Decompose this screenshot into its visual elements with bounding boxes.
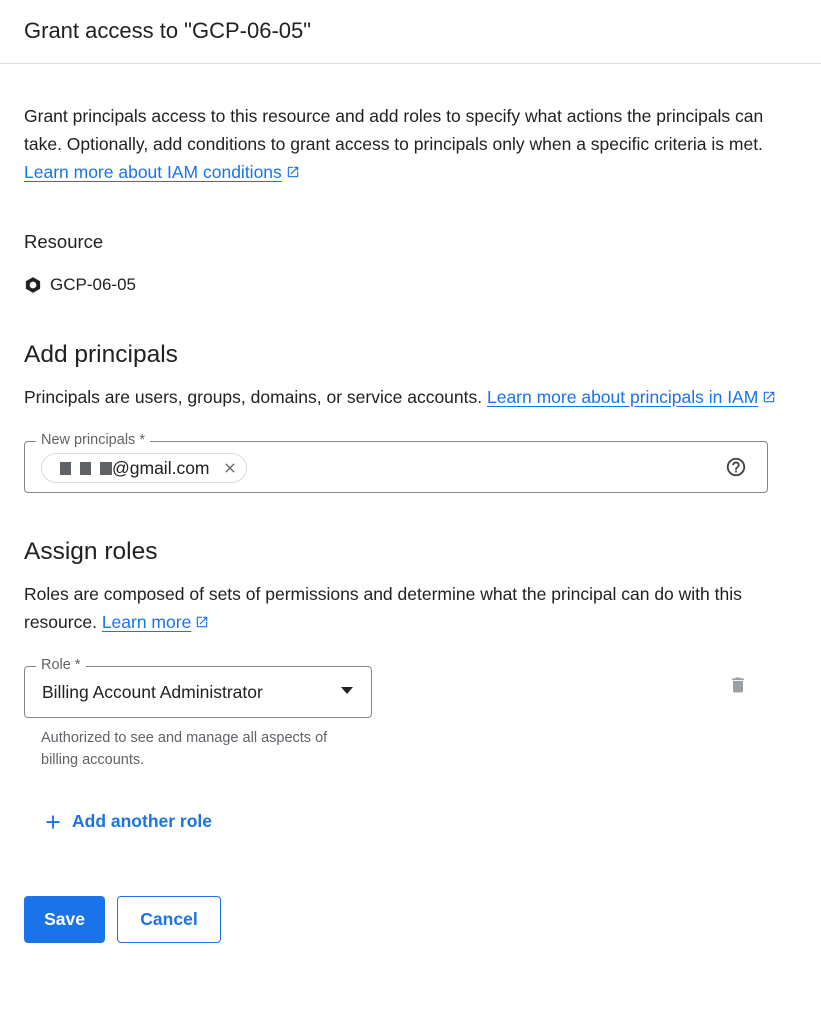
redacted-block xyxy=(80,462,91,475)
intro-text: Grant principals access to this resource and add roles to specify what actions the principals can take. Optionally, add conditions to grant access to principals only when a specific criteria is met. xyxy=(24,106,764,154)
role-row xyxy=(24,657,797,718)
iam-conditions-link-label: Learn more about IAM conditions xyxy=(24,162,282,182)
redacted-block xyxy=(100,462,112,475)
role-select[interactable] xyxy=(24,657,372,718)
intro-paragraph xyxy=(24,102,784,186)
principal-chip-text: @gmail.com xyxy=(112,457,210,478)
dialog-header xyxy=(0,0,821,64)
add-principals-heading: Add principals xyxy=(24,341,178,368)
roles-desc-text: Roles are composed of sets of permissions and determine what the principal can do with this resource. xyxy=(24,584,742,632)
role-label: Role * xyxy=(36,656,86,674)
dialog-title: Grant access to "GCP-06-05" xyxy=(24,18,312,43)
dropdown-arrow-icon xyxy=(341,687,353,694)
close-icon[interactable] xyxy=(222,460,238,476)
add-another-role-label: Add another role xyxy=(72,811,213,831)
new-principals-label: New principals * xyxy=(36,431,150,449)
principals-learn-more-link[interactable] xyxy=(487,387,776,407)
dialog-content xyxy=(0,102,821,943)
external-link-icon xyxy=(195,615,209,629)
save-button[interactable]: Save xyxy=(24,896,105,943)
resource-label: Resource xyxy=(24,231,104,252)
roles-learn-more-link[interactable] xyxy=(102,612,210,632)
new-principals-field[interactable] xyxy=(24,432,768,493)
principals-learn-more-label: Learn more about principals in IAM xyxy=(486,387,759,407)
assign-roles-heading: Assign roles xyxy=(24,538,158,565)
add-another-role-button[interactable] xyxy=(44,811,212,832)
help-circle-icon[interactable] xyxy=(725,456,747,478)
cancel-button[interactable]: Cancel xyxy=(117,896,221,943)
dialog-actions xyxy=(24,896,797,943)
resource-name: GCP-06-05 xyxy=(50,275,136,294)
plus-icon xyxy=(44,813,62,831)
principal-chip[interactable] xyxy=(41,453,247,483)
external-link-icon xyxy=(762,390,776,404)
role-description: Authorized to see and manage all aspects of billing accounts. xyxy=(41,730,328,768)
principals-description xyxy=(24,383,784,411)
redacted-block xyxy=(60,462,71,475)
project-hexagon-icon xyxy=(24,276,42,294)
principals-desc-text: Principals are users, groups, domains, or service accounts. xyxy=(24,387,487,407)
roles-description xyxy=(24,580,784,636)
resource-row xyxy=(24,274,797,296)
roles-learn-more-label: Learn more xyxy=(101,612,192,632)
external-link-icon xyxy=(286,165,300,179)
trash-icon[interactable] xyxy=(728,674,748,696)
iam-conditions-link[interactable] xyxy=(24,162,300,182)
role-selected-value: Billing Account Administrator xyxy=(42,682,263,702)
